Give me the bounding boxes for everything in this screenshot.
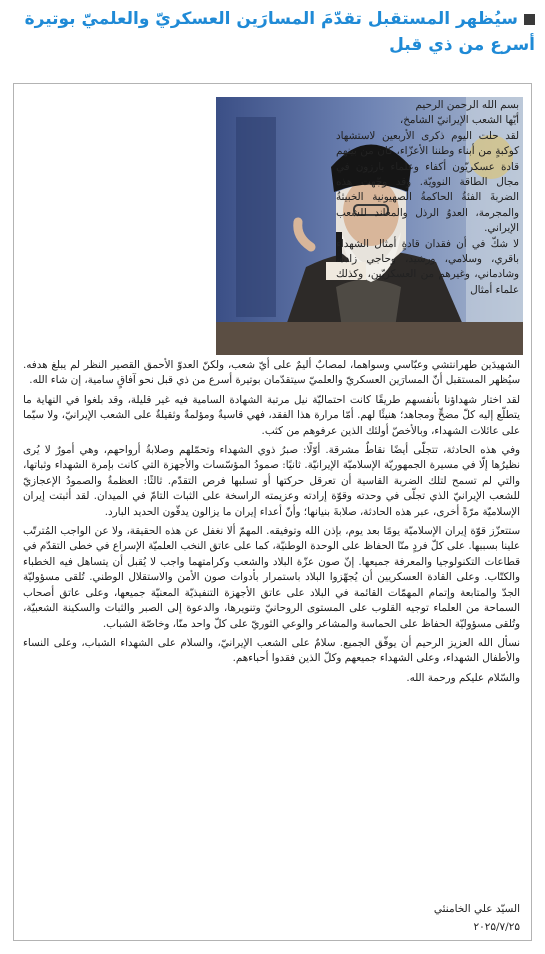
paragraph: لا شكّ في أن فقدان قادةٍ أمثال الشهداء باقري، وسلامي، ورشيد، وحاجي زاده، وشادماني، وغيرهم من العسكريّين، وكذلك علماء أمثال [336, 237, 519, 296]
signature-date: ۲۰۲۵/۷/۲۵ [473, 921, 520, 933]
body-text [23, 358, 520, 686]
basmala: بسم الله الرحمن الرحيم [415, 99, 519, 111]
paragraph: ستتعزّز قوّة إيران الإسلاميّة يومًا بعد يوم، بإذن الله وتوفيقه. المهمّ ألا نغفل عن هذه الحقيقة، ولا عن الواجب المُترتّب علينا بسببها. على كلّ فردٍ منّا الحفاظ على الوحدة الوطنيّة، كما على عاتق النخب العلميّة الإسراع في خطى التقدّم في قطاعات التكنولوجيا والمعرفة جميعها. إنّ صون عزّة البلاد والشعب وكرامتهما واجب لا يُقبل أن يتساهل فيه الخطباء والكتّاب. وعلى القادة العسكريين أن يُجهّزوا البلاد باستمرار بأدوات صون الأمن والاستقلال الوطني. تُلقى مسؤوليّة الجدّ والمتابعة وإتمام المهمّات القائمة في البلاد على عاتق الأجهزة التنفيذيّة المعنيّة جميعها، وعلى عاتق أصحاب السماحة من العلماء توجيه القلوب على المستوى الروحانيّ وتنويرها، والدعوة إلى الصبر والثبات والسكينة الشعبيّة، وتُلقى مسؤوليّة الحفاظ على الحماسة والمشاعر والوعي الثوريّ على كلّ واحد منّا، وخاصّة الشباب. [23, 525, 520, 630]
salutation: أيّها الشعب الإيرانيّ الشامخ، [399, 114, 519, 127]
article-title-text: سيُظهر المستقبل تقدّمَ المسارَين العسكريّ والعلميّ بوتيرة أسرع من ذي قبل [24, 9, 535, 55]
closing-line: والسّلام عليكم ورحمة الله. [406, 671, 520, 684]
paragraph: لقد اختار شهداؤنا بأنفسهم طريقًا كانت احتماليّة نيل مرتبة الشهادة السامية فيه غير قليلة، وقد بلغوا في النهاية ما يتطلّع إليه كلّ مضحٍّ ومجاهد؛ هنيئًا لهم. أمّا مرارة هذا الفقد، فهي قاسيةٌ ومؤلمةٌ وثقيلةٌ على الشعب الإيرانيّ، ولا سيّما على عائلات الشهداء، وبالأخصّ أولئك الذين عرفوهم من كثب. [23, 393, 520, 437]
paragraph: لقد حلت اليوم ذكرى الأربعين لاستشهاد كوكبةٍ من أبناء وطننا الأعزّاء، كان من بينهم قادة عسكريّون أكفاء وعلماء بارزون في مجال الطاقة النوويّة. وقد وجّهت هذه الضربةَ الفئةُ الحاكمةُ الصهيونية الخبيثةُ والمجرمة، العدوُ الرذل والمعاند للشعب الإيراني. [336, 129, 519, 235]
paragraph: نسأل الله العزيز الرحيم أن يوفّق الجميع. سلامٌ على الشعب الإيرانيّ، والسلام على الشهداء الشباب، وعلى النساء والأطفال الشهداء، وعلى الشهداء جميعهم وكلّ الذين فقدوا أحباءهم. [23, 636, 520, 665]
intro-column [336, 98, 519, 298]
signature-name: السيّد علي الخامنئي [433, 903, 520, 915]
square-bullet-icon [524, 14, 535, 25]
article-title [18, 6, 535, 58]
paragraph: الشهيدَين طهرانتشي وعبّاسي وسواهما، لمصابٌ أليمٌ على أيّ شعب، ولكنّ العدوّ الأحمق القصير النظر لم يبلغ هدفه. سيُظهر المستقبل أنّ المسارَين العسكريّ والعلميّ سيتقدّمان بوتيرة أسرع من ذي قبل نحو آفاقٍ سامية، إن شاء الله. [23, 359, 520, 387]
paragraph: وفي هذه الحادثة، تتجلّى أيضًا نقاطٌ مشرقة. أوّلًا: صبرُ ذوي الشهداء وتحمّلهم وصلابةُ أرواحهم، وهي أمورٌ لا يُرى نظيرُها إلّا في مسيرة الجمهوريّة الإسلاميّة الإيرانيّة. ثانيًا: صمودُ المؤسّسات والأجهزة التي كانت بإمرة الشهداء وثباتها، والتي لم تسمح لتلك الضربة القاسية أن تعرقل حركتها أو تسلبها فرص التقدّم. ثالثًا: العظمةُ والصمودُ الإعجازيّ للشعب الإيرانيّ الذي تجلّى في وحدته وقوّة إرادته وعزيمته الراسخة على الثبات التامّ في الميدان. لقد أثبتت إيران الإسلاميّة مرّةً أخرى، عبر هذه الحادثة، صلابةَ بنيانها؛ وأنّ أعداء إيران ما يزالون يدقّون الحديد البارد. [23, 444, 520, 518]
